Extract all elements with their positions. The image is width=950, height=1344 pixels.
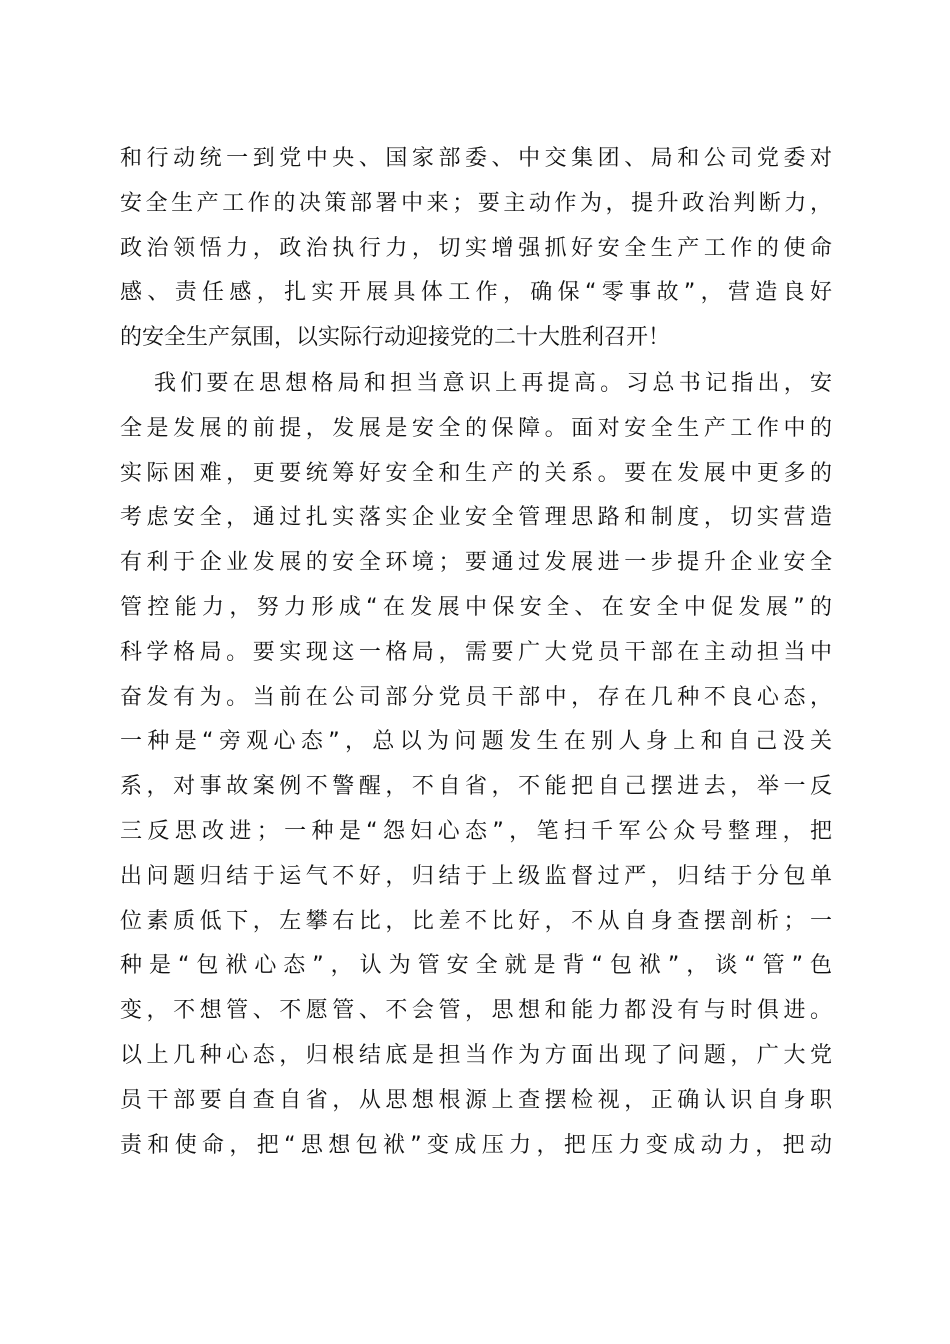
- paragraph-1: [120, 137, 832, 361]
- text-line: 感、责任感，扎实开展具体工作，确保“零事故”，营造良好: [120, 280, 832, 306]
- text-line: 以上几种心态，归根结底是担当作为方面出现了问题，广大党: [120, 1042, 832, 1068]
- text-line: 位素质低下，左攀右比，比差不比好，不从自身查摆剖析；一: [120, 908, 832, 934]
- text-line: 种是“包袱心态”，认为管安全就是背“包袱”，谈“管”色: [120, 953, 832, 979]
- text-line: 三反思改进；一种是“怨妇心态”，笔扫千军公众号整理，把: [120, 818, 832, 844]
- text-line: 一种是“旁观心态”，总以为问题发生在别人身上和自己没关: [120, 729, 832, 755]
- text-line: 考虑安全，通过扎实落实企业安全管理思路和制度，切实营造: [120, 505, 832, 531]
- text-line: 有利于企业发展的安全环境；要通过发展进一步提升企业安全: [120, 550, 832, 576]
- text-line: 出问题归结于运气不好，归结于上级监督过严，归结于分包单: [120, 863, 832, 889]
- paragraph-2: [120, 362, 832, 1168]
- text-line: 变，不想管、不愿管、不会管，思想和能力都没有与时俱进。: [120, 998, 832, 1024]
- text-line: 科学格局。要实现这一格局，需要广大党员干部在主动担当中: [120, 639, 832, 665]
- text-line: 系，对事故案例不警醒，不自省，不能把自己摆进去，举一反: [120, 774, 832, 800]
- text-line: 安全生产工作的决策部署中来；要主动作为，提升政治判断力，: [120, 190, 832, 216]
- text-line: 管控能力，努力形成“在发展中保安全、在安全中促发展”的: [120, 594, 832, 620]
- text-line: 我们要在思想格局和担当意识上再提高。习总书记指出，安: [154, 371, 832, 396]
- text-line: 责和使命，把“思想包袱”变成压力，把压力变成动力，把动: [120, 1132, 832, 1158]
- text-line: 实际困难，更要统筹好安全和生产的关系。要在发展中更多的: [120, 460, 832, 486]
- text-line: 全是发展的前提，发展是安全的保障。面对安全生产工作中的: [120, 415, 832, 441]
- text-line: 和行动统一到党中央、国家部委、中交集团、局和公司党委对: [120, 146, 832, 171]
- text-line: 奋发有为。当前在公司部分党员干部中，存在几种不良心态，: [120, 684, 832, 710]
- text-line: 的安全生产氛围，以实际行动迎接党的二十大胜利召开！: [120, 325, 671, 351]
- text-line: 政治领悟力，政治执行力，切实增强抓好安全生产工作的使命: [120, 235, 832, 261]
- text-line: 员干部要自查自省，从思想根源上查摆检视，正确认识自身职: [120, 1087, 832, 1113]
